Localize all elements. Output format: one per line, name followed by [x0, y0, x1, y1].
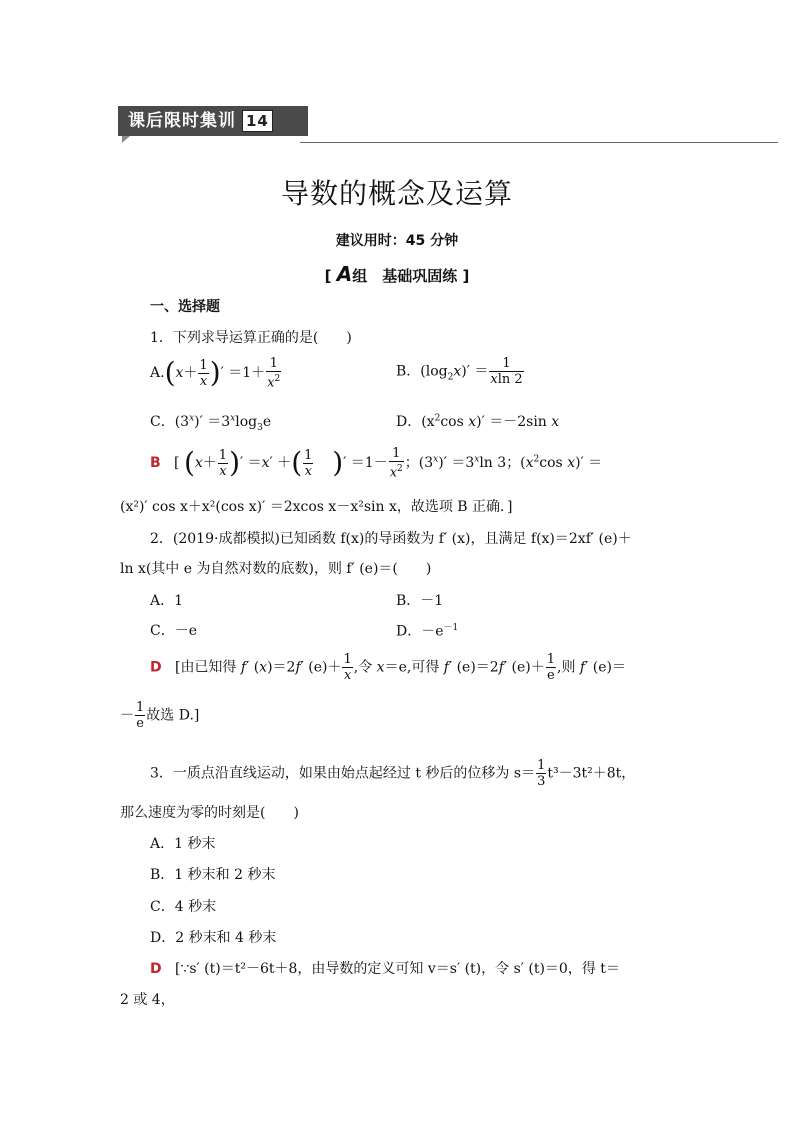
- section-heading: 一、选择题: [150, 299, 220, 315]
- q3-stem-line1: 3．一质点沿直线运动，如果由始点起经过 t 秒后的位移为 s＝ $\frac{1}{3}$ t³－3t²＋8t，: [150, 758, 636, 789]
- q1-answer-line1: B [ (x＋ $\frac{1}{x}$ )′ ＝x′ ＋( $\frac{1}{x}$ )′ ＝1－ $\frac{1}{x^2}$ ；$(3^x)' =3^x\ln$ 3；($x^2\cos$ x)′ ＝: [150, 446, 603, 481]
- banner-fold: [122, 136, 130, 143]
- group-label: 组 基础巩固练: [352, 267, 458, 285]
- page-title: 导数的概念及运算: [280, 177, 513, 210]
- group-heading: [ A组 基础巩固练 ]: [324, 262, 470, 286]
- q3-option-d: D．2 秒末和 4 秒末: [150, 930, 277, 946]
- q1-option-c: C．$(3^x)' =3^x\log_3e$: [150, 413, 272, 433]
- q2-stem-line2: ln x(其中 e 为自然对数的底数)，则 f′ (e)＝( ): [120, 561, 432, 577]
- q2-option-a: A．1: [150, 593, 184, 609]
- q1-stem: 1．下列求导运算正确的是( ): [150, 330, 352, 346]
- q3-option-a: A．1 秒末: [150, 836, 216, 852]
- header-rule: [300, 142, 778, 143]
- q2-answer-letter: D: [150, 659, 162, 676]
- q2-option-d: D．$-e^{-1}$: [396, 623, 459, 640]
- q1-answer-line2: (x²)′ cos x＋x²(cos x)′ ＝2xcos x－x²sin x，故选项 B 正确．]: [120, 499, 513, 515]
- q3-option-c: C．4 秒末: [150, 899, 217, 915]
- q1-answer-letter: B: [150, 455, 161, 472]
- q1-option-a: A.(x＋ $\frac{1}{x}$ )′ ＝1＋ $\frac{1}{x^2}$: [150, 356, 281, 391]
- q1-option-d: D．($x^2\cos$ x)′ ＝－2sin x: [396, 413, 560, 430]
- q2-option-b: B．－1: [396, 593, 444, 609]
- group-letter: A: [336, 262, 353, 286]
- q3-option-b: B．1 秒末和 2 秒末: [150, 867, 276, 883]
- q2-answer-line1: D [由已知得 f′ (x)＝2f′ (e)＋ $\frac{1}{x}$ ,令 x＝e,可得 f′ (e)＝2f′ (e)＋ $\frac{1}{e}$ ,则 f′ (e)＝: [150, 652, 626, 683]
- q2-stem-line1: 2．(2019·成都模拟)已知函数 f(x)的导函数为 f′ (x)，且满足 f(x)＝2xf′ (e)＋: [150, 531, 632, 547]
- section-banner: [118, 106, 308, 136]
- q3-answer-line1: D [∵s′ (t)＝t²－6t＋8，由导数的定义可知 v＝s′ (t)，令 s′ (t)＝0，得 t＝: [150, 961, 620, 977]
- q3-answer-line2: 2 或 4，: [120, 992, 175, 1008]
- q1-option-b: B．$(\log_2x)'$ ＝ $\frac{1}{xln 2}$: [396, 356, 523, 387]
- q2-answer-line2: － $\frac{1}{e}$ 故选 D.]: [120, 700, 200, 731]
- q3-stem-line2: 那么速度为零的时刻是( ): [120, 805, 299, 821]
- q3-answer-letter: D: [150, 961, 162, 977]
- banner-text: 课后限时集训: [128, 111, 236, 131]
- time-hint: 建议用时：45 分钟: [335, 233, 459, 249]
- banner-number: 14: [242, 110, 273, 132]
- q2-option-c: C．－e: [150, 623, 197, 639]
